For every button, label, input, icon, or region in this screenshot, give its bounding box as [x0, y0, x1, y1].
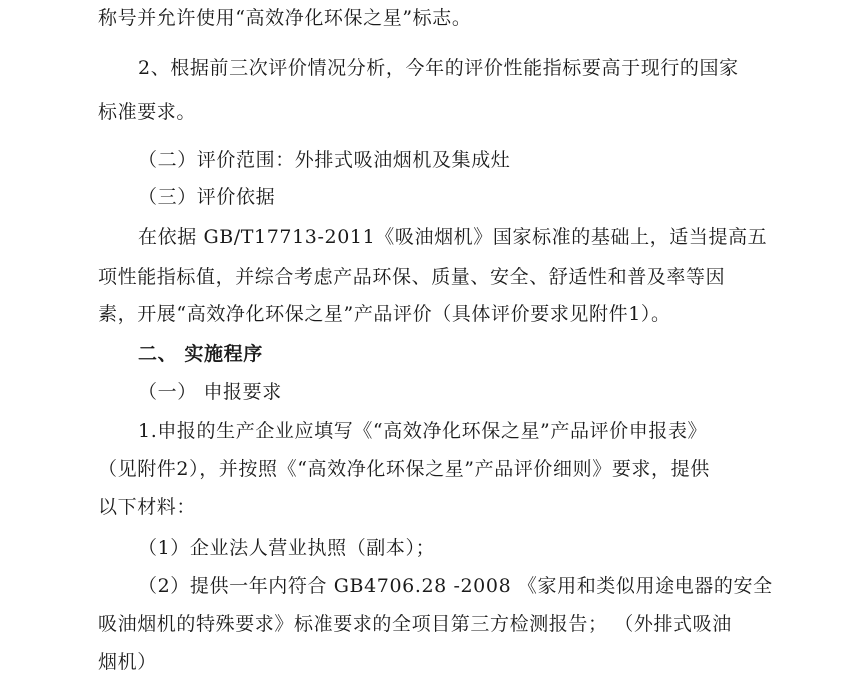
text-line-8: 素，开展“高效净化环保之星”产品评价（具体评价要求见附件1）。 [98, 303, 671, 325]
text-line-3: 标准要求。 [98, 101, 197, 123]
text-line-17: 烟机） [98, 651, 157, 673]
section-heading-application: （一） 申报要求 [138, 381, 282, 403]
text-line-6: 在依据 GB/T17713-2011《吸油烟机》国家标准的基础上，适当提高五 [138, 226, 768, 248]
list-item-1: （1）企业法人营业执照（副本）； [138, 537, 436, 559]
text-line-13: 以下材料： [98, 496, 197, 518]
section-heading-scope: （二）评价范围：外排式吸油烟机及集成灶 [138, 149, 511, 171]
text-line-12: （见附件2），并按照《“高效净化环保之星”产品评价细则》要求，提供 [98, 458, 710, 480]
section-heading-basis: （三）评价依据 [138, 186, 276, 208]
text-line-7: 项性能指标值，并综合考虑产品环保、质量、安全、舒适性和普及率等因 [98, 266, 726, 288]
chapter-heading-implementation: 二、 实施程序 [138, 343, 263, 365]
text-line-16: 吸油烟机的特殊要求》标准要求的全项目第三方检测报告； （外排式吸油 [98, 613, 732, 635]
text-line-2: 2、根据前三次评价情况分析，今年的评价性能指标要高于现行的国家 [138, 57, 739, 79]
list-item-2: （2）提供一年内符合 GB4706.28 -2008 《家用和类似用途电器的安全 [138, 575, 773, 597]
text-line-11: 1.申报的生产企业应填写《“高效净化环保之星”产品评价申报表》 [138, 420, 708, 442]
text-line-1: 称号并允许使用“高效净化环保之星”标志。 [98, 7, 472, 29]
